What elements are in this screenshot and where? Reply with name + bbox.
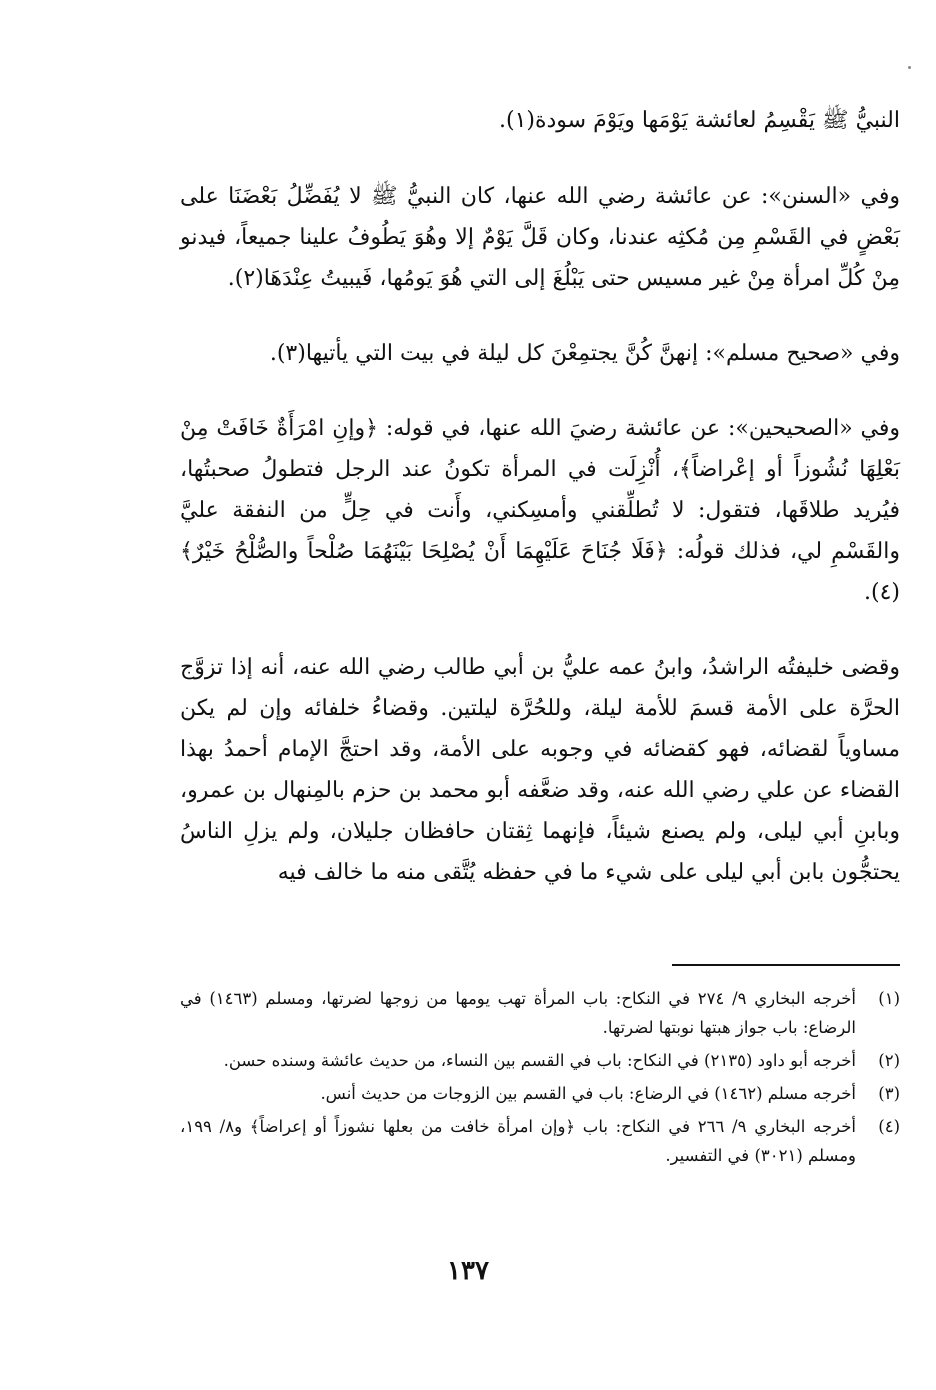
footnote-2 <box>180 1046 900 1075</box>
paragraph-3: وفي «صحيح مسلم»: إنهنَّ كُنَّ يجتمِعْنَ كل ليلة في بيت التي يأتيها(٣). <box>269 341 900 366</box>
footnotes <box>180 984 900 1174</box>
paragraph-1: النبيُّ ﷺ يَقْسِمُ لعائشة يَوْمَها ويَوْمَ سودة(١). <box>498 108 900 133</box>
footnote-number: (٢) <box>878 1051 900 1070</box>
main-text <box>180 100 900 893</box>
footnote-number: (٤) <box>878 1117 900 1136</box>
footnote-1 <box>180 984 900 1042</box>
footnote-3 <box>180 1079 900 1108</box>
footnote-text: أخرجه مسلم (١٤٦٢) في الرضاع: باب في القسم بين الزوجات من حديث أنس. <box>320 1084 856 1103</box>
footnote-text: أخرجه البخاري ٩/ ٢٦٦ في النكاح: باب ﴿وإن امرأة خافت من بعلها نشوزاً أو إعراضاً﴾ و٨/ ١٩٩، ومسلم (٣٠٢١) في التفسير. <box>180 1117 857 1165</box>
scan-speck <box>908 66 911 69</box>
footnote-number: (٣) <box>878 1084 900 1103</box>
footnote-text: أخرجه أبو داود (٢١٣٥) في النكاح: باب في القسم بين النساء، من حديث عائشة وسنده حسن. <box>223 1051 856 1070</box>
footnote-4 <box>180 1112 900 1170</box>
page-number: ١٣٧ <box>447 1256 489 1286</box>
footnote-number: (١) <box>878 989 900 1008</box>
paragraph-4: وفي «الصحيحين»: عن عائشة رضيَ الله عنها، في قوله: ﴿وإنِ امْرَأَةٌ خَافَتْ مِنْ بَعْلِهَا نُشُوزاً أو إعْراضاً﴾، أُنْزِلَت في المرأة تكونُ عند الرجل فتطولُ صحبتُها، فيُريد طلاقَها، فتقول: لا تُطلِّقني وأمسِكني، وأَنت في حِلٍّ من النفقة عليَّ والقَسْمِ لي، فذلك قولُه: ﴿فَلَا جُنَاحَ عَلَيْهِمَا أَنْ يُصْلِحَا بَيْنَهُمَا صُلْحاً والصُّلْحُ خَيْرٌ﴾(٤). <box>180 416 900 605</box>
paragraph-5: وقضى خليفتُه الراشدُ، وابنُ عمه عليُّ بن أبي طالب رضي الله عنه، أنه إذا تزوَّج الحرَّة على الأمة قسمَ للأمة ليلة، وللحُرَّة ليلتين. وقضاءُ خلفائه وإن لم يكن مساوياً لقضائه، فهو كقضائه في وجوبه على الأمة، وقد احتجَّ الإمام أحمدُ بهذا القضاء عن علي رضي الله عنه، وقد ضعَّفه أبو محمد بن حزم بالمِنهال بن عمرو، وبابنِ أبي ليلى، ولم يصنع شيئاً، فإنهما ثِقتان حافظان جليلان، ولم يزلِ الناسُ يحتجُّون بابن أبي ليلى على شيء ما في حفظه يُتَّقى منه ما خالف فيه <box>180 655 900 885</box>
footnote-divider <box>672 964 900 966</box>
footnote-text: أخرجه البخاري ٩/ ٢٧٤ في النكاح: باب المرأة تهب يومها من زوجها لضرتها، ومسلم (١٤٦٣) في الرضاع: باب جواز هبتها نوبتها لضرتها. <box>180 989 856 1037</box>
paragraph-2: وفي «السنن»: عن عائشة رضي الله عنها، كان النبيُّ ﷺ لا يُفَضِّلُ بَعْضَنَا على بَعْضٍ في القَسْمِ مِن مُكثِه عندنا، وكان قَلَّ يَوْمٌ إلا وهُوَ يَطُوفُ علينا جميعاً، فيدنو مِنْ كُلِّ امرأة مِنْ غير مسيس حتى يَبْلُغَ إلى التي هُوَ يَومُها، فَيبيتُ عِنْدَهَا(٢). <box>180 184 900 291</box>
